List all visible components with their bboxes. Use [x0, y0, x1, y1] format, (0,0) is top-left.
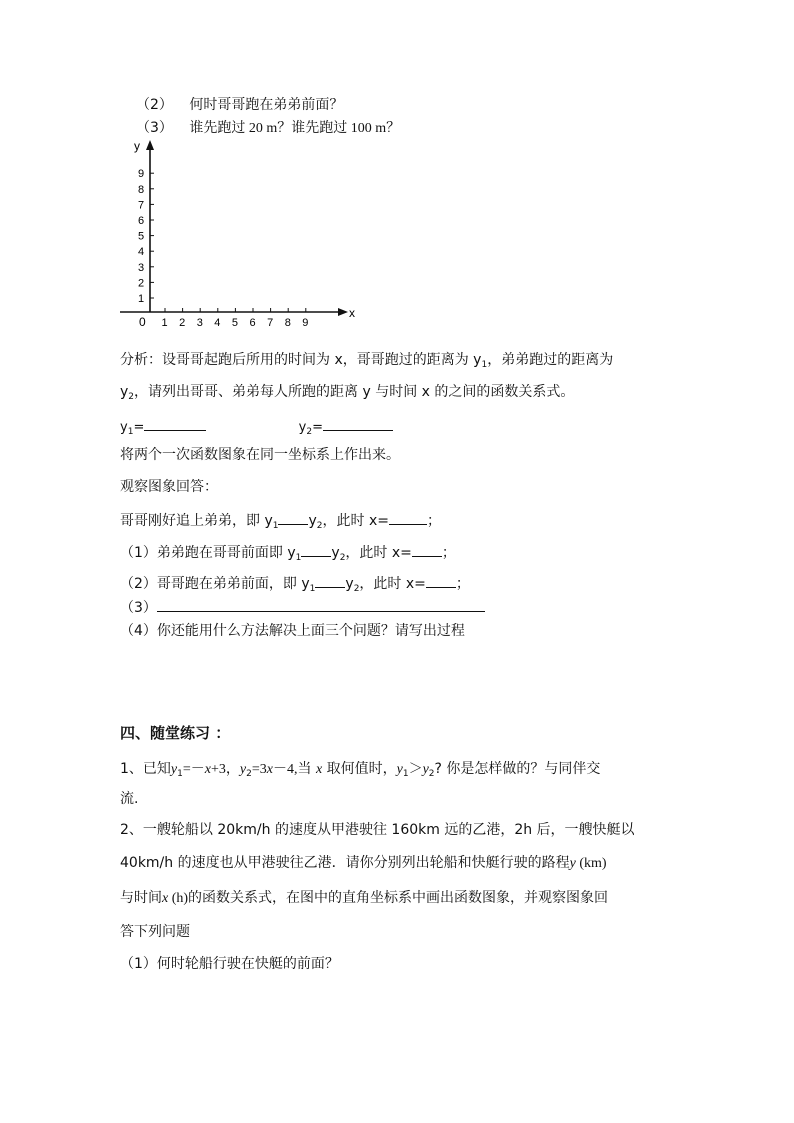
x-tick-label: 1 [161, 317, 168, 329]
x-tick-label: 3 [196, 317, 203, 329]
catch-up-relation-blank[interactable] [278, 511, 308, 525]
practice-1-line-2: 流. [120, 791, 139, 807]
x-tick-label: 6 [249, 317, 256, 329]
x-tick-label: 9 [302, 317, 309, 329]
practice-2-line-2: 40km/h 的速度也从甲港驶往乙港．请你分别列出轮船和快艇行驶的路程y (km) [120, 855, 607, 871]
y-tick-label: 3 [138, 261, 145, 274]
question-2-text: 何时哥哥跑在弟弟前面？ [189, 97, 344, 113]
practice-heading: 四、随堂练习 ： [120, 724, 231, 742]
x-tick-label: 8 [284, 317, 291, 329]
x-axis-label: x [349, 306, 355, 320]
answer-2-x-blank[interactable] [426, 574, 456, 588]
observe-label: 观察图象回答： [120, 479, 218, 495]
draw-instruction: 将两个一次函数图象在同一坐标系上作出来。 [120, 447, 400, 463]
y-tick-label: 5 [138, 230, 145, 243]
answer-3-line: （3） [120, 598, 485, 615]
catch-up-line: 哥哥刚好追上弟弟，即 $y_1$ $y_2$，此时 x= ； [120, 513, 441, 531]
y-tick-label: 6 [138, 215, 145, 227]
x-axis-arrow [338, 308, 348, 316]
answer-2-relation-blank[interactable] [315, 574, 345, 588]
y1-blank[interactable] [144, 417, 206, 431]
x-tick-label: 7 [267, 317, 274, 329]
practice-2-question-1: （1）何时轮船行驶在快艇的前面？ [120, 956, 339, 972]
y1-label: y [120, 420, 128, 435]
answer-1-relation-blank[interactable] [301, 543, 331, 557]
y-axis-arrow [146, 140, 154, 150]
y-tick-label: 9 [138, 168, 145, 181]
origin-label: 0 [139, 315, 146, 329]
x-tick-label: 5 [231, 317, 239, 329]
practice-1-line-1: 1、已知$y_1=-x+3$，$y_2=3x-4$,当 x 取何值时，$y_1>y_2$? 你是怎样做的？与同伴交 [120, 761, 601, 779]
y-tick-label: 2 [138, 277, 145, 290]
y-tick-label: 4 [138, 246, 145, 259]
x-tick-label: 4 [214, 317, 221, 329]
question-2 [136, 98, 343, 112]
practice-2-line-1: 2、一艘轮船以 20km/h 的速度从甲港驶往 160km 远的乙港，2h 后，一艘快艇以 [120, 822, 635, 838]
analysis-line-2: $y_2$，请列出哥哥、弟弟每人所跑的距离 y 与时间 x 的之间的函数关系式。 [120, 384, 575, 402]
question-2-number: （2） [136, 97, 173, 113]
question-3-number: （3） [136, 120, 173, 136]
answer-3-blank[interactable] [157, 598, 485, 612]
question-3-text: 谁先跑过 20 m？谁先跑过 100 m？ [189, 121, 401, 136]
answer-4-line: （4）你还能用什么方法解决上面三个问题？请写出过程 [120, 623, 465, 639]
analysis-line-1: 分析：设哥哥起跑后所用的时间为 x，哥哥跑过的距离为 $y_1$，弟弟跑过的距离为 [120, 352, 614, 370]
practice-2-line-4: 答下列问题 [120, 924, 190, 940]
y-tick-label: 1 [138, 293, 145, 305]
answer-2-line: （2）哥哥跑在弟弟前面，即 $y_1$ $y_2$，此时 x= ； [120, 576, 470, 594]
y-tick-label: 7 [138, 199, 145, 212]
y-tick-label: 8 [138, 183, 145, 196]
answer-1-line: （1）弟弟跑在哥哥前面即 $y_1$ $y_2$，此时 x= ； [120, 545, 456, 563]
answer-1-x-blank[interactable] [412, 543, 442, 557]
catch-up-x-blank[interactable] [389, 511, 427, 525]
coordinate-graph [0, 130, 794, 330]
y2-blank[interactable] [323, 417, 393, 431]
x-tick-label: 2 [179, 317, 186, 329]
practice-2-line-3: 与时间x (h)的函数关系式，在图中的直角坐标系中画出函数图象，并观察图象回 [120, 890, 609, 906]
y-axis-label: y [134, 139, 140, 153]
function-blanks: $y_1= y_2=$ [120, 417, 393, 437]
y2-label: y [298, 420, 307, 435]
